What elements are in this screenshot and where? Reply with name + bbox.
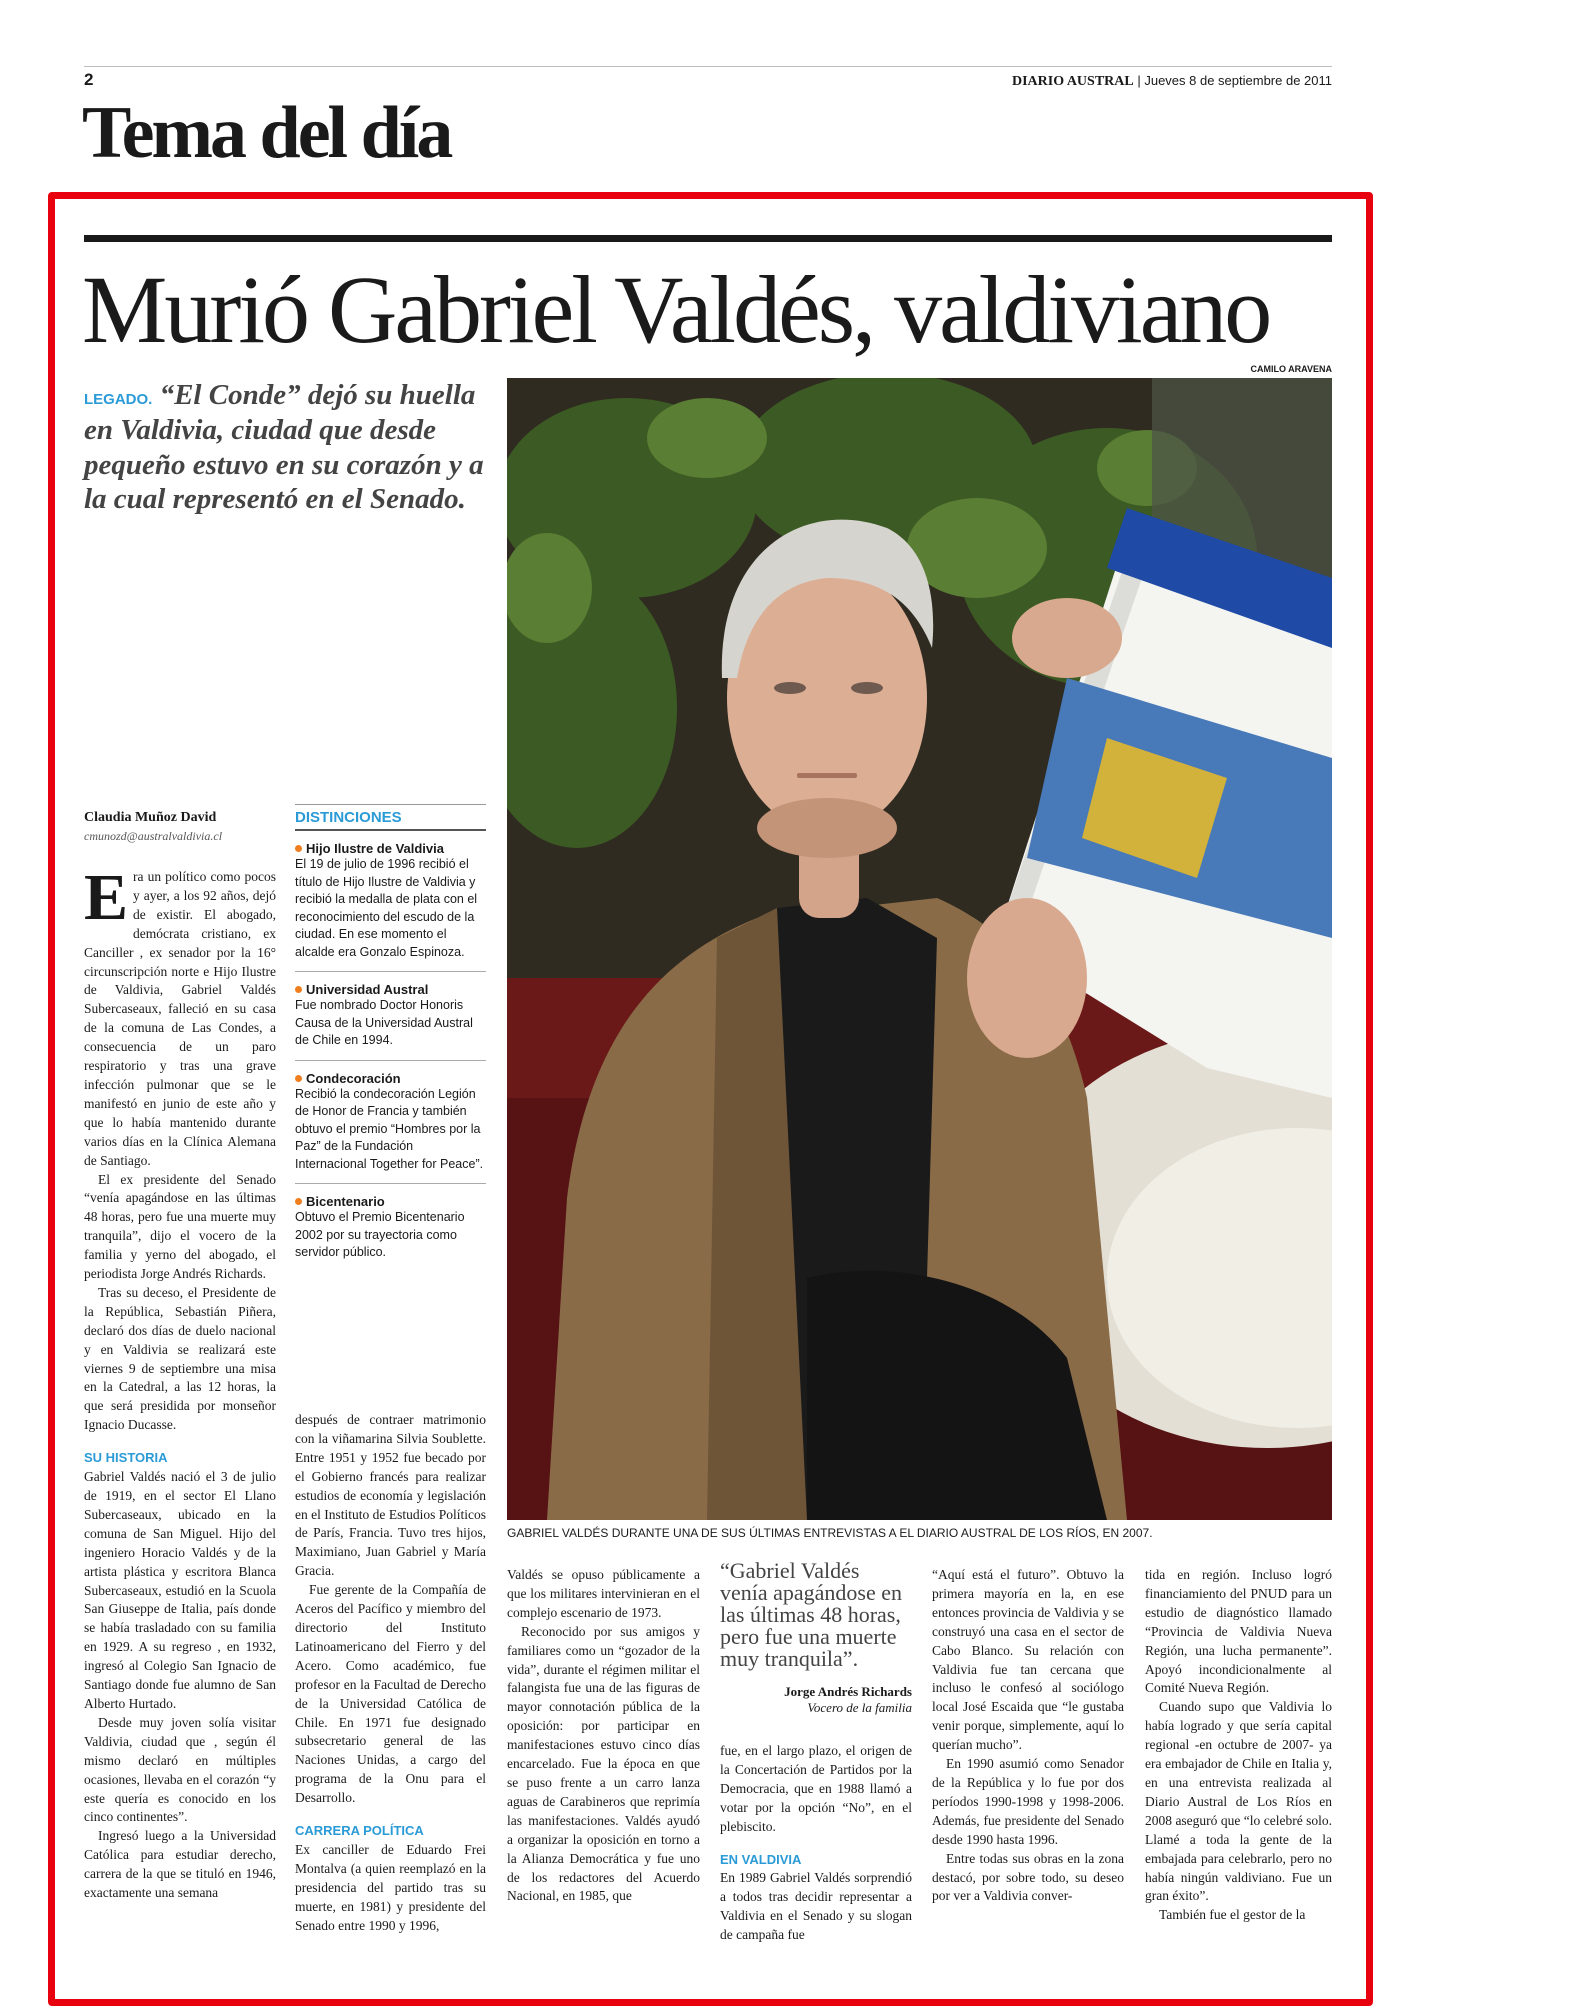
- distinction-title: Universidad Austral: [306, 982, 429, 997]
- body-column-6: [1145, 1566, 1332, 1925]
- paragraph: Ingresó luego a la Universidad Católica para estudiar derecho, carrera de la que se tituló en 1946, exactamente una semana: [84, 1828, 276, 1901]
- deck-text: “El Conde” dejó su huella en Valdivia, ciudad que desde pequeño estuvo en su corazón y a la cual representó en el Senado.: [84, 379, 484, 516]
- distinction-item: [295, 831, 486, 972]
- distinction-text: El 19 de julio de 1996 recibió el título de Hijo Ilustre de Valdivia y recibió la medalla de plata con el reconocimiento del escudo de la ciudad. En ese momento el alcalde era Gonzalo Espinoza.: [295, 857, 478, 959]
- bullet-icon: [295, 986, 302, 993]
- distinction-title: Hijo Ilustre de Valdivia: [306, 841, 444, 856]
- quote-author: Jorge Andrés Richards: [784, 1684, 912, 1699]
- paragraph: Fue gerente de la Compañía de Aceros del Pacífico y miembro del directorio del Instituto Latinoamericano del Fierro y del Acero. Como académico, fue profesor en la Facultad de Derecho de la Universidad Católica de Chile. En 1971 fue designado subsecretario general de las Naciones Unidas, a cargo del programa de la Onu para el Desarrollo.: [295, 1582, 486, 1806]
- distinction-title: Bicentenario: [306, 1194, 385, 1209]
- deck-kicker: LEGADO.: [84, 391, 153, 408]
- top-rule: [84, 66, 1332, 67]
- page-number: 2: [84, 70, 94, 89]
- deck: [84, 378, 484, 517]
- paragraph: También fue el gestor de la: [1159, 1907, 1306, 1923]
- bullet-icon: [295, 1198, 302, 1205]
- masthead: [1012, 73, 1332, 90]
- distinction-text: Recibió la condecoración Legión de Honor de Francia y también obtuvo el premio “Hombres por la Paz” de la Fundación Internacional Together for Peace”.: [295, 1086, 484, 1171]
- paragraph: Tras su deceso, el Presidente de la República, Sebastián Piñera, declaró dos días de duelo nacional y en Valdivia se realizará este viernes 9 de septiembre una misa en la Catedral, a las 12 horas, la que será presidida por monseñor Ignacio Ducasse.: [84, 1284, 276, 1433]
- distinctions-box: [295, 804, 486, 1272]
- paragraph: Entre todas sus obras en la zona destacó, por sobre todo, su deseo por ver a Valdivia conver-: [932, 1850, 1124, 1904]
- distinction-text: Fue nombrado Doctor Honoris Causa de la Universidad Austral de Chile en 1994.: [295, 998, 473, 1047]
- quote-text: “Gabriel Valdés venía apagándose en las últimas 48 horas, pero fue una muerte muy tranquila”.: [720, 1558, 903, 1671]
- paragraph: fue, en el largo plazo, el origen de la Concertación de Partidos por la Democracia, que en 1988 llamó a votar por la opción “No”, en el plebiscito.: [720, 1743, 912, 1834]
- paragraph: En 1990 asumió como Senador de la República y lo fue por dos períodos 1990-1998 y 1998-2006. Además, fue presidente del Senado desde 1990 hasta 1996.: [932, 1756, 1124, 1847]
- paragraph: En 1989 Gabriel Valdés sorprendió a todos tras decidir representar a Valdivia en el Senado y su slogan de campaña fue: [720, 1870, 912, 1943]
- paragraph: tida en región. Incluso logró financiamiento del PNUD para un estudio de diagnóstico llamado “Provincia de Valdivia Nueva Región, una lucha permanente”. Apoyó incondicionalmente al Comité Nueva Región.: [1145, 1567, 1332, 1696]
- distinction-item: [295, 1061, 486, 1185]
- subhead-su-historia: SU HISTORIA: [84, 1450, 168, 1466]
- body-column-4: [720, 1742, 912, 1945]
- body-column-5: [932, 1566, 1124, 1906]
- distinction-item: [295, 1184, 486, 1272]
- article-photo: [507, 378, 1332, 1520]
- paragraph: Cuando supo que Valdivia lo había logrado y que sería capital regional -en octubre de 2007- ya era embajador de Chile en Italia y, en una entrevista realizada al Diario Austral de Los Ríos en 2008 aseguró que “lo celebré solo. Llamé a toda la gente de la embajada para celebrarlo, pero no había ningún valdiviano. Fue un gran éxito”.: [1145, 1699, 1332, 1904]
- paragraph: “Aquí está el futuro”. Obtuvo la primera mayoría en la, en ese entonces provincia de Valdivia y se construyó una casa en el sector de Cabo Blanco. Su relación con Valdivia fue tan cercana que incluso le confesó al sociólogo local José Escaida que “le gustaba venir porque, simplemente, aquí lo querían mucho”.: [932, 1567, 1124, 1753]
- distinction-text: Obtuvo el Premio Bicentenario 2002 por su trayectoria como servidor público.: [295, 1210, 465, 1259]
- headline-rule: [84, 235, 1332, 242]
- byline: [84, 810, 280, 844]
- paragraph: ra un político como pocos y ayer, a los 92 años, dejó de existir. El abogado, demócrata cristiano, ex Canciller , ex senador por la 16° circunscripción norte e Hijo Ilustre de Valdivia, Gabriel Valdés Subercaseaux, falleció en su casa de la comuna de Las Condes, a consecuencia de un paro respiratorio y tras una grave infección pulmonar que se le manifestó en junio de este año y que lo había mantenido durante varios días en la Clínica Alemana de Santiago.: [84, 869, 276, 1168]
- paragraph: Reconocido por sus amigos y familiares como un “gozador de la vida”, durante el régimen militar el falangista fue una de las figuras de mayor connotación pública de la oposición: por participar en manifestaciones estuvo cinco días encarcelado. Fue la época en que se puso frente a un carro lanza aguas de Carabineros que reprimía las manifestaciones. Valdés ayudó a organizar la oposición en torno a la Alianza Democrática y fue uno de los redactores del Acuerdo Nacional, en 1985, que: [507, 1623, 700, 1904]
- photo-credit: CAMILO ARAVENA: [1250, 364, 1332, 374]
- distinction-title: Condecoración: [306, 1070, 401, 1086]
- subhead-carrera-politica: CARRERA POLÍTICA: [295, 1823, 424, 1839]
- body-column-3: [507, 1566, 700, 1906]
- distinction-item: [295, 972, 486, 1061]
- paragraph: Desde muy joven solía visitar Valdivia, ciudad que , según él mismo declaró en múltiples ocasiones, llevaba en el corazón “y este quería es conocido en los cinco continentes”.: [84, 1714, 276, 1825]
- photo-illustration: [507, 378, 1332, 1520]
- headline: Murió Gabriel Valdés, valdiviano: [82, 256, 1270, 363]
- pull-quote: [720, 1560, 912, 1716]
- quote-author-role: Vocero de la familia: [807, 1700, 912, 1715]
- bullet-icon: [295, 845, 302, 852]
- section-title: Tema del día: [82, 92, 451, 174]
- paragraph: Valdés se opuso públicamente a que los militares intervinieran en el complejo escenario de 1973.: [507, 1567, 700, 1620]
- body-column-2: [295, 1411, 486, 1935]
- paragraph: El ex presidente del Senado “venía apagándose en las últimas 48 horas, pero fue una muerte muy tranquila”, dijo el vocero de la familia y yerno del abogado, el periodista Jorge Andrés Richards.: [84, 1171, 276, 1282]
- photo-caption: GABRIEL VALDÉS DURANTE UNA DE SUS ÚLTIMAS ENTREVISTAS A EL DIARIO AUSTRAL DE LOS RÍOS, EN 2007.: [507, 1526, 1153, 1540]
- author-name: Claudia Muñoz David: [84, 810, 217, 825]
- newspaper-name: DIARIO AUSTRAL: [1011, 74, 1134, 89]
- distinctions-title: DISTINCIONES: [295, 804, 486, 831]
- bullet-icon: [295, 1075, 302, 1082]
- paragraph: después de contraer matrimonio con la viñamarina Silvia Soublette. Entre 1951 y 1952 fue becado por el Gobierno francés para realizar estudios de economía y legislación en el Instituto de Estudios Políticos de París, Francia. Tuvo tres hijos, Maximiano, Juan Gabriel y María Gracia.: [295, 1412, 486, 1579]
- author-email: cmunozd@australvaldivia.cl: [84, 829, 223, 843]
- paragraph: Ex canciller de Eduardo Frei Montalva (a quien reemplazó en la presidencia del partido tras su muerte, en 1981) y presidente del Senado entre 1990 y 1996,: [295, 1841, 486, 1933]
- issue-date: | Jueves 8 de septiembre de 2011: [1137, 73, 1332, 88]
- body-column-1: [84, 861, 276, 1903]
- subhead-en-valdivia: EN VALDIVIA: [720, 1851, 802, 1867]
- paragraph: Gabriel Valdés nació el 3 de julio de 1919, en el sector El Llano Subercaseaux, ubicado en la comuna de San Miguel. Hijo del ingeniero Horacio Valdés y de la artista plástica y escritora Blanca Subercaseaux, estudió en la Scuola San Giuseppe de Italia, país donde se había trasladado con su familia en 1929. A su regreso , en 1932, ingresó al Colegio San Ignacio de Santiago donde fue alumno de San Alberto Hurtado.: [84, 1469, 276, 1711]
- drop-cap: E: [84, 861, 129, 934]
